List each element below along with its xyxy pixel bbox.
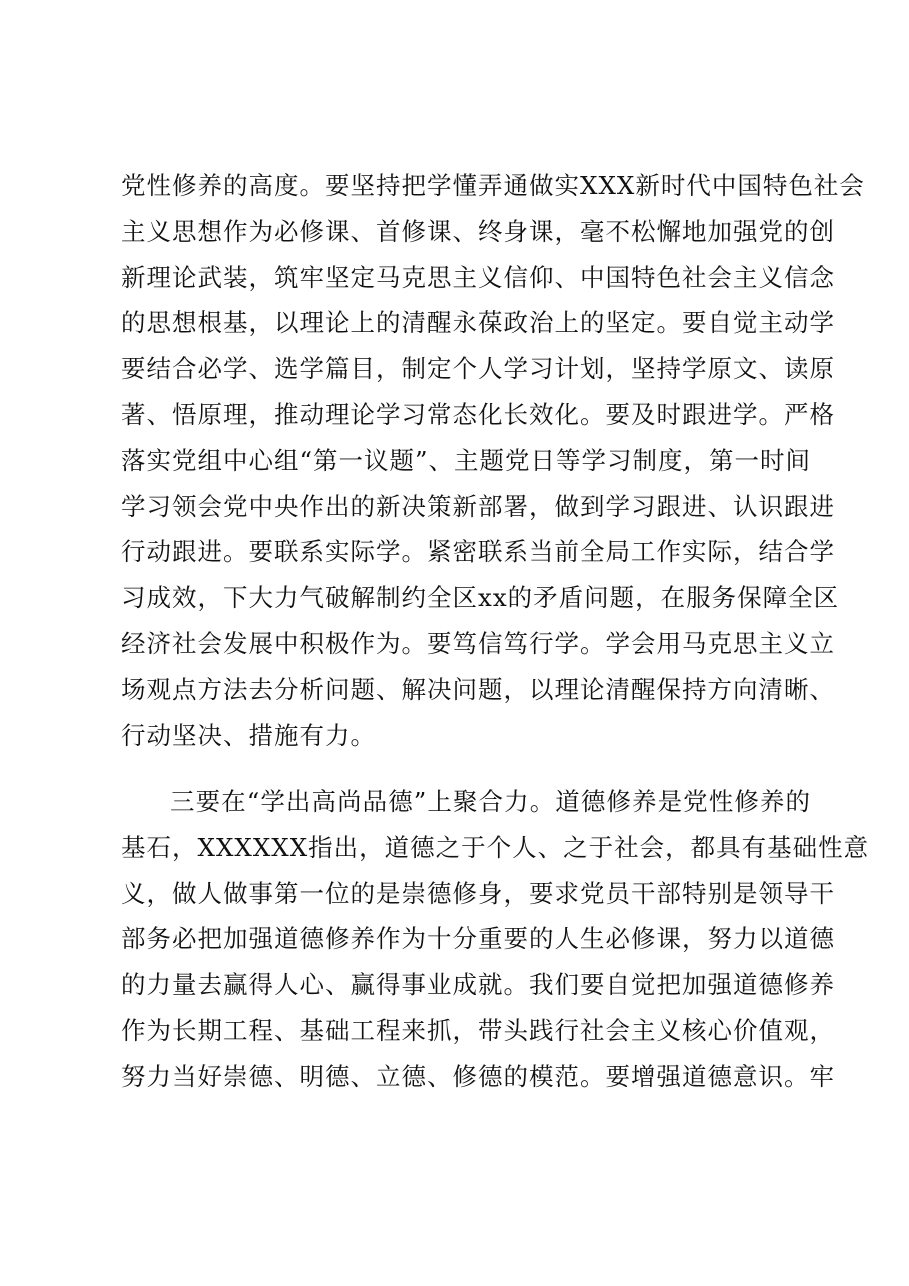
text-line: 努力当好崇德、明德、立德、修德的模范。要增强道德意识。牢 [121,1061,835,1091]
text-line: 经济社会发展中积极作为。要笃信笃行学。学会用马克思主义立 [121,628,835,658]
text-line: 三要在“学出高尚品德”上聚合力。道德修养是党性修养的 [170,787,811,816]
text-line: 党性修养的高度。要坚持把学懂弄通做实XXX新时代中国特色社会 [121,171,865,200]
text-line: 学习领会党中央作出的新决策新部署，做到学习跟进、认识跟进 [121,491,835,521]
text-line: 的力量去赢得人心、赢得事业成就。我们要自觉把加强道德修养 [121,970,835,1000]
text-line: 新理论武装，筑牢坚定马克思主义信仰、中国特色社会主义信念 [121,262,835,292]
text-line: 的思想根基，以理论上的清醒永葆政治上的坚定。要自觉主动学 [121,308,835,338]
text-line: 著、悟原理，推动理论学习常态化长效化。要及时跟进学。严格 [121,399,835,429]
text-line: 习成效，下大力气破解制约全区xx的矛盾问题，在服务保障全区 [121,583,840,613]
text-line: 作为长期工程、基础工程来抓，带头践行社会主义核心价值观， [121,1015,835,1045]
text-line: 场观点方法去分析问题、解决问题，以理论清醒保持方向清晰、 [121,674,835,704]
paragraph-1 [121,163,865,758]
text-line: 义，做人做事第一位的是崇德修身，要求党员干部特别是领导干 [121,878,835,908]
text-line: 要结合必学、选学篇目，制定个人学习计划，坚持学原文、读原 [121,354,835,384]
text-line: 落实党组中心组“第一议题”、主题党日等学习制度，第一时间 [121,445,812,475]
text-line: 基石，XXXXXX指出，道德之于个人、之于社会，都具有基础性意 [121,832,870,862]
text-line: 主义思想作为必修课、首修课、终身课，毫不松懈地加强党的创 [121,216,835,246]
text-line: 行动坚决、措施有力。 [121,720,376,750]
text-line: 行动跟进。要联系实际学。紧密联系当前全局工作实际，结合学 [121,537,835,567]
paragraph-2 [121,779,870,1100]
text-line: 部务必把加强道德修养作为十分重要的人生必修课，努力以道德 [121,924,835,954]
